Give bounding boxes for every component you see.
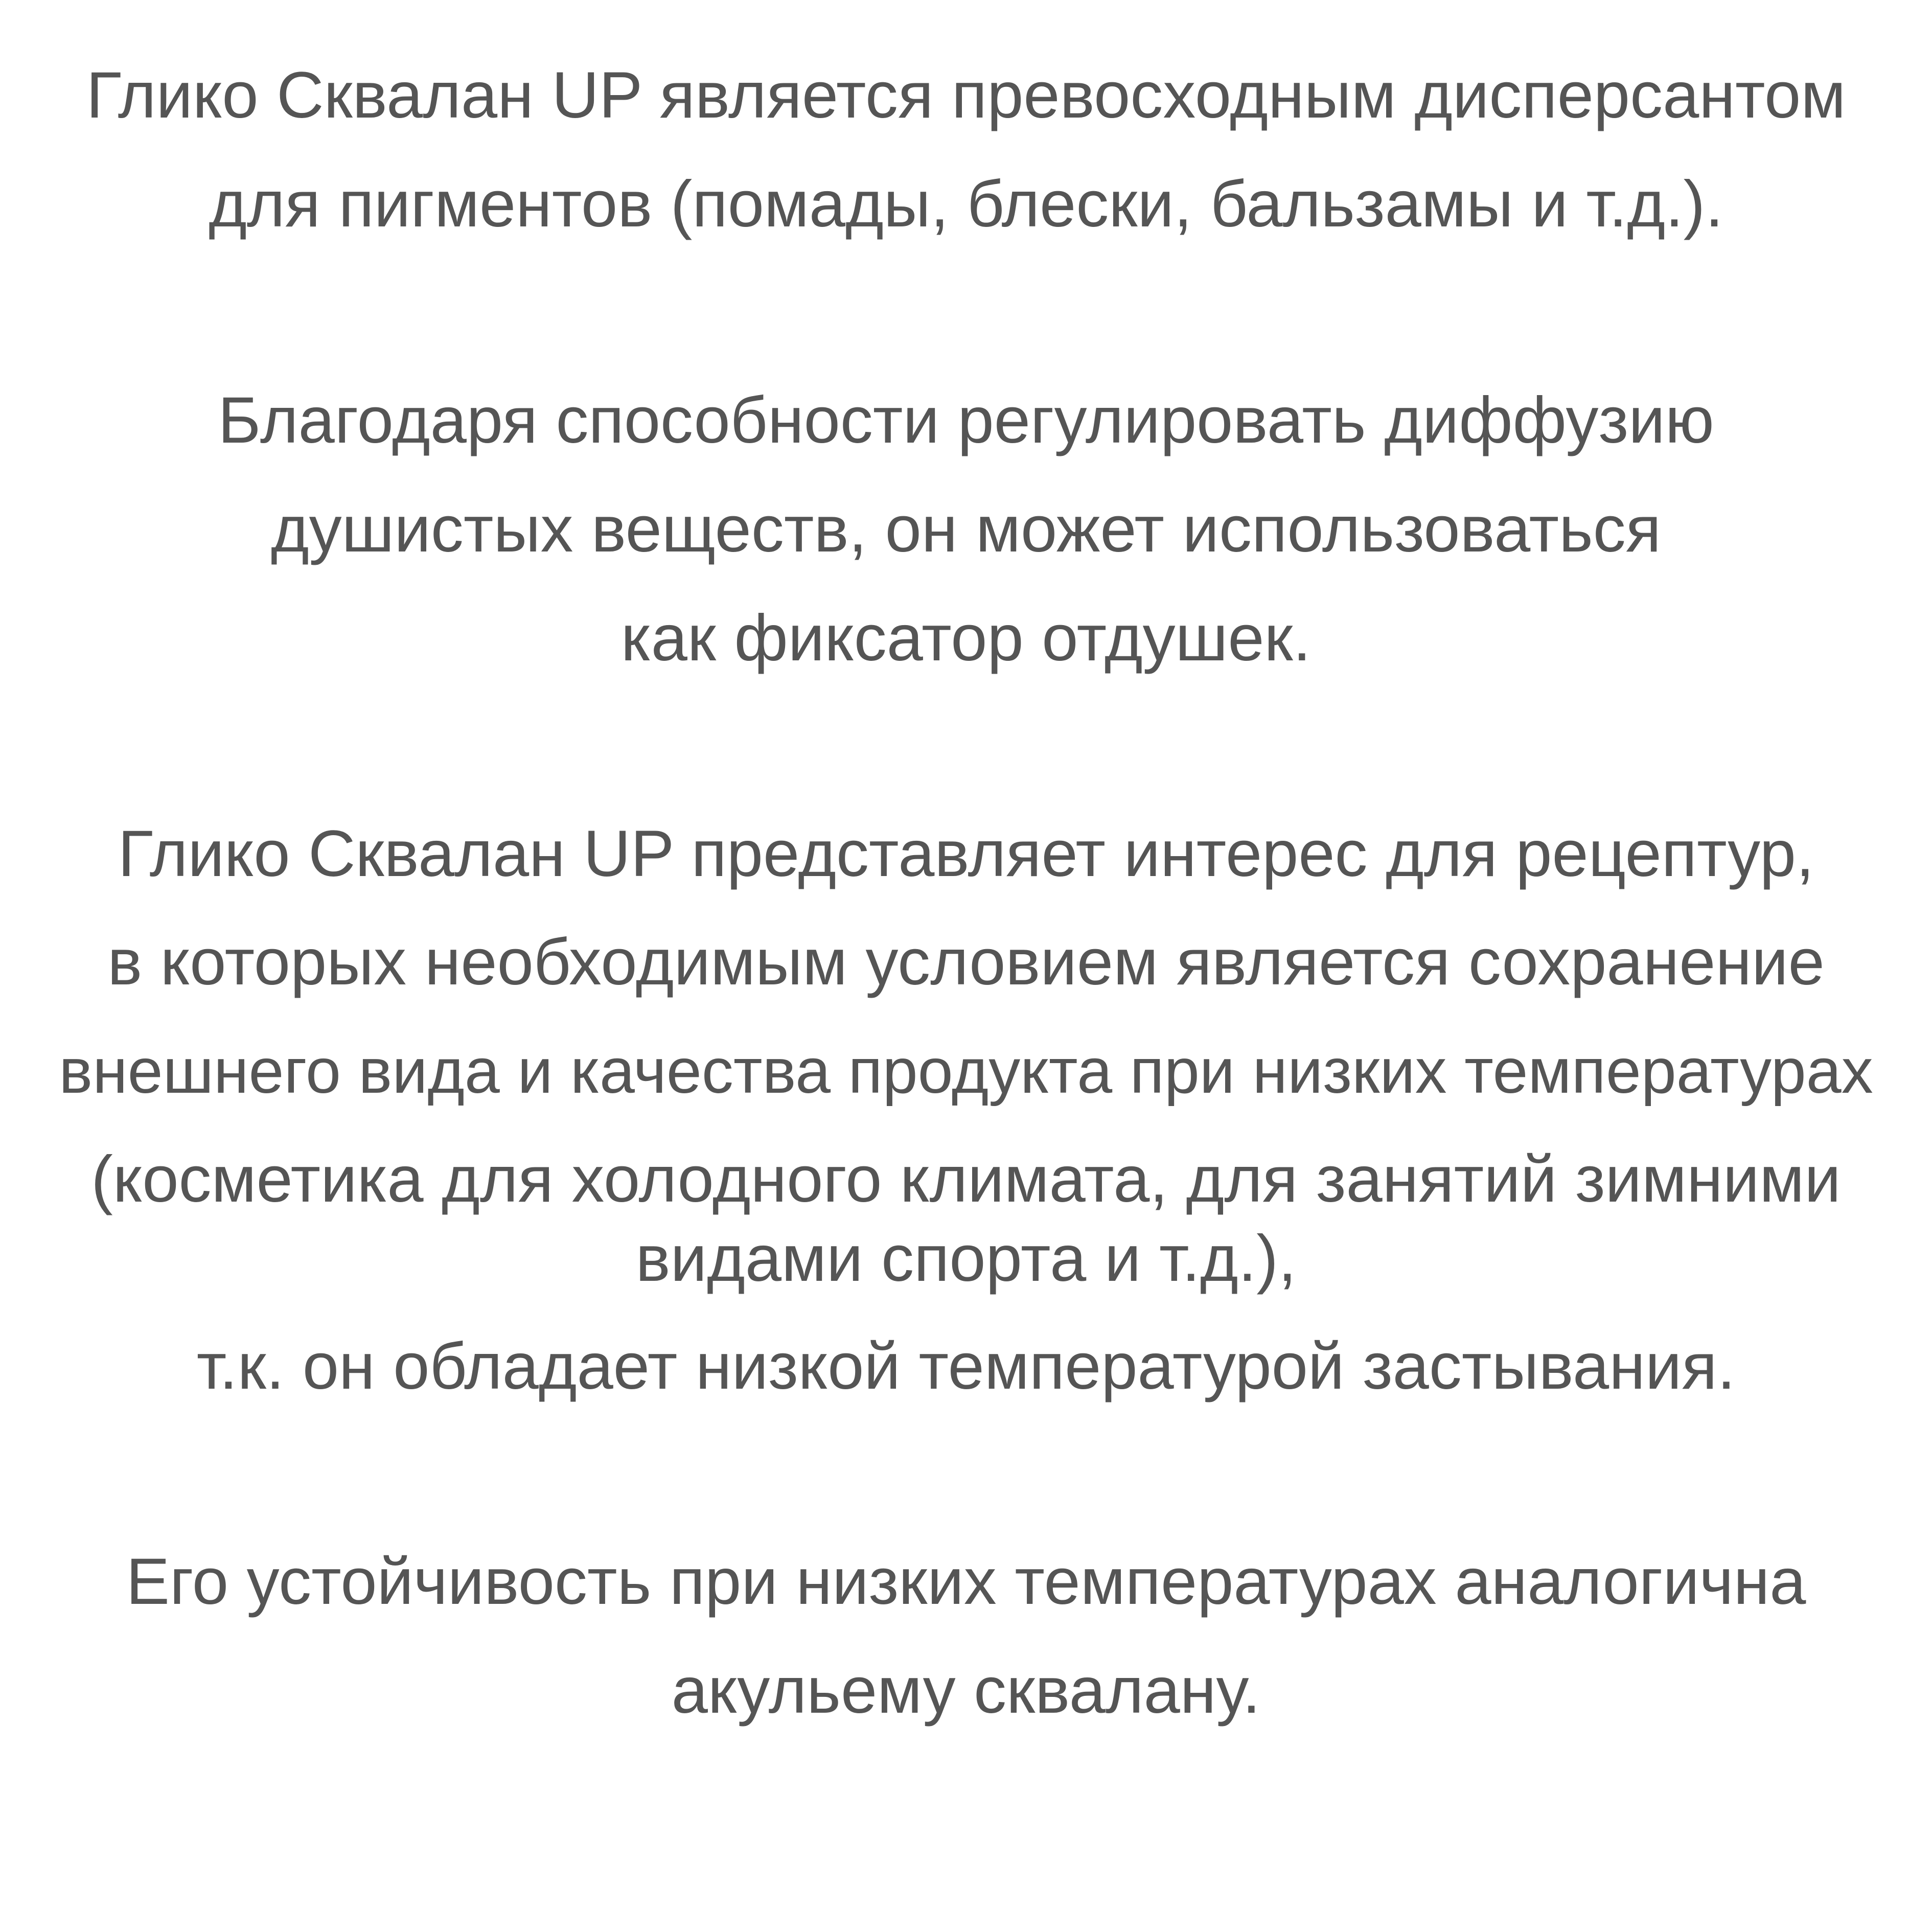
text-line: Глико Сквалан UP является превосходным дисперсантом — [86, 59, 1846, 132]
text-line: внешнего вида и качества продукта при низких температурах — [59, 1036, 1873, 1107]
text-line: видами спорта и т.д.), — [635, 1222, 1297, 1295]
text-line: Благодаря способности регулировать диффузию — [218, 384, 1714, 457]
text-line: т.к. он обладает низкой температурой застывания. — [196, 1330, 1736, 1403]
text-line: в которых необходимым условием является сохранение — [107, 926, 1825, 999]
text-line: акульему сквалану. — [671, 1654, 1261, 1727]
text-line: Глико Сквалан UP представляет интерес для рецептур, — [118, 817, 1814, 890]
text-line: (косметика для холодного климата, для занятий зимними — [91, 1143, 1841, 1216]
text-line: душистых веществ, он может использоваться — [270, 493, 1662, 566]
text-line: Его устойчивость при низких температурах аналогична — [126, 1545, 1806, 1618]
text-line: как фиксатор отдушек. — [620, 602, 1312, 675]
text-line: для пигментов (помады, блески, бальзамы и т.д.). — [209, 168, 1723, 241]
